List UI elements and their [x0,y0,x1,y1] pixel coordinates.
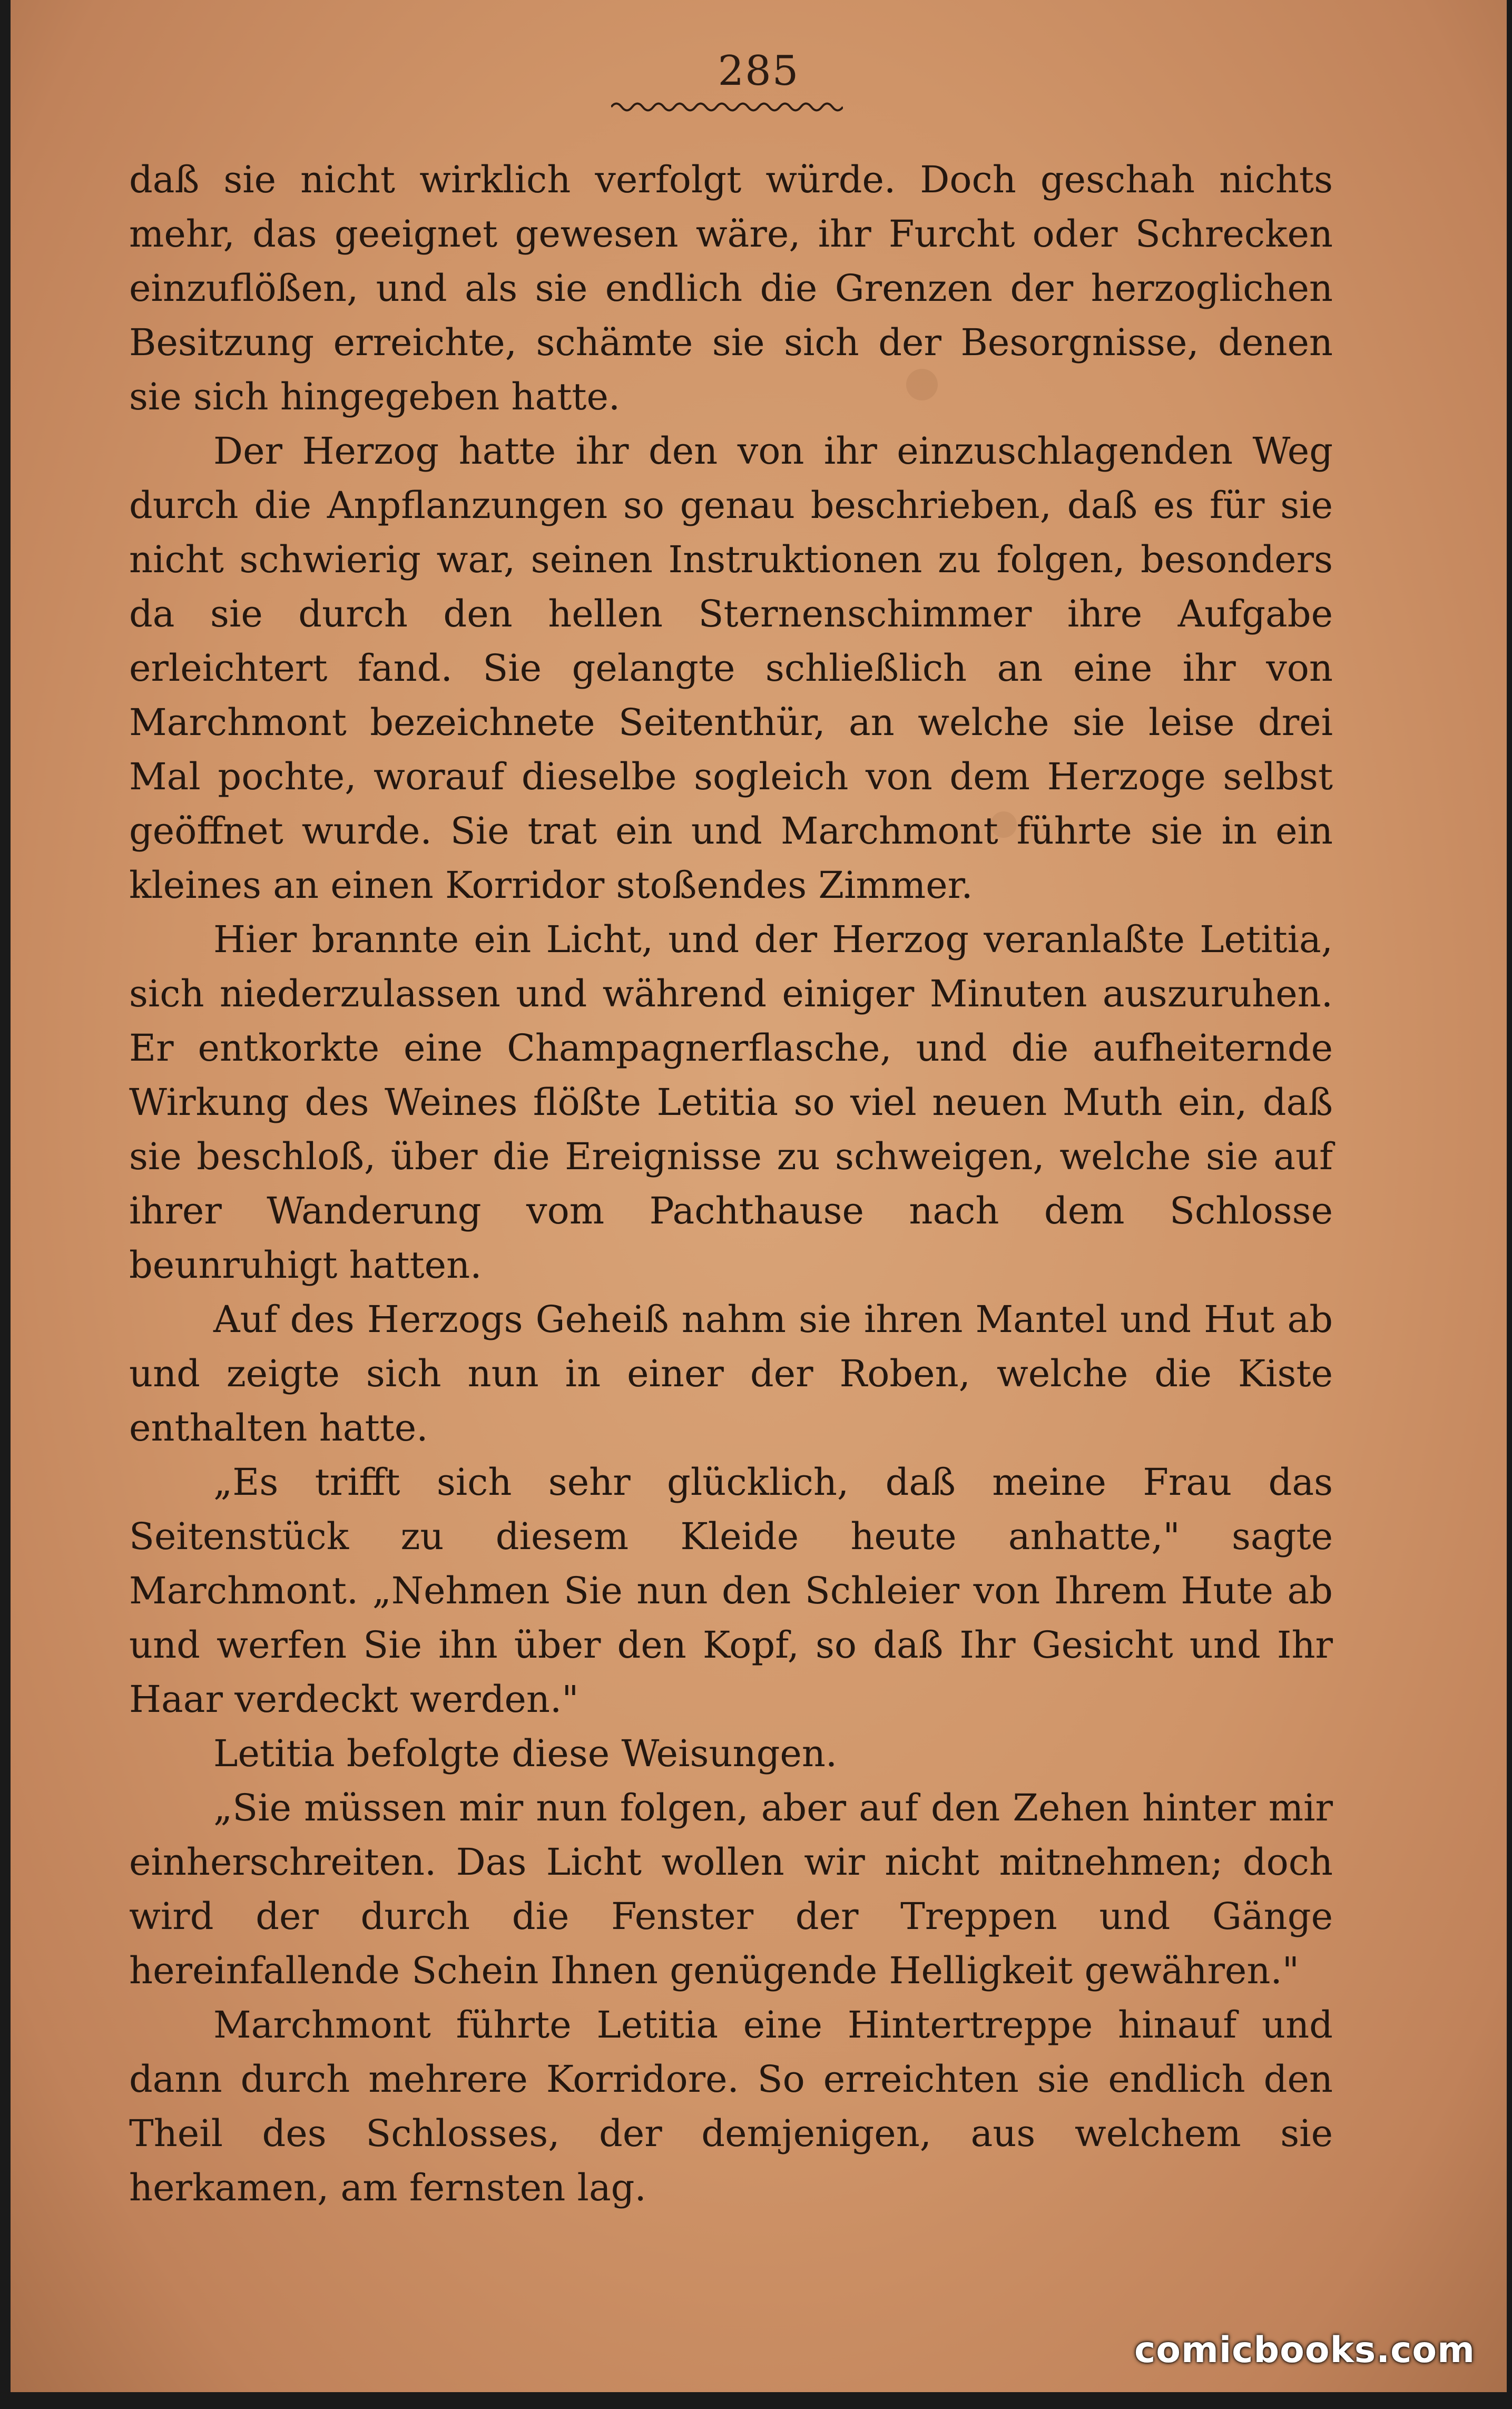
paragraph: „Es trifft sich sehr glücklich, daß meine Frau das Seitenstück zu diesem Kleide heute anhatte," sagte Marchmont. „Nehmen Sie nun den Schleier von Ihrem Hute ab und werfen Sie ihn über den Kopf, so daß Ihr Gesicht und Ihr Haar verdeckt werden." [129,1461,1333,1721]
paragraph: Letitia befolgte diese Weisungen. [213,1732,838,1775]
body-text [129,153,1333,2215]
paragraph: Marchmont führte Letitia eine Hintertreppe hinauf und dann durch mehrere Korridore. So erreichten sie endlich den Theil des Schlosses, der demjenigen, aus welchem sie herkamen, am fernsten lag. [129,2003,1333,2209]
page-number: 285 [718,47,800,95]
paragraph: Der Herzog hatte ihr den von ihr einzuschlagenden Weg durch die Anpflanzungen so genau beschrieben, daß es für sie nicht schwierig war, seinen Instruktionen zu folgen, besonders da sie durch den hellen Sternenschimmer ihre Aufgabe erleichtert fand. Sie gelangte schließlich an eine ihr von Marchmont bezeichnete Seitenthür, an welche sie leise drei Mal pochte, worauf dieselbe sogleich von dem Herzoge selbst geöffnet wurde. Sie trat ein und Marchmont führte sie in ein kleines an einen Korridor stoßendes Zimmer. [129,429,1333,907]
book-page [11,0,1507,2392]
paragraph: „Sie müssen mir nun folgen, aber auf den Zehen hinter mir einherschreiten. Das Licht wollen wir nicht mitnehmen; doch wird der durch die Fenster der Treppen und Gänge hereinfallende Schein Ihnen genügende Helligkeit gewähren." [129,1786,1333,1992]
watermark-logo: comicbooks.com [1134,2329,1475,2371]
paragraph: Auf des Herzogs Geheiß nahm sie ihren Mantel und Hut ab und zeigte sich nun in einer der Roben, welche die Kiste enthalten hatte. [129,1298,1333,1450]
ornament-divider [611,100,843,114]
paragraph: Hier brannte ein Licht, und der Herzog veranlaßte Letitia, sich niederzulassen und während einiger Minuten auszuruhen. Er entkorkte eine Champagnerflasche, und die aufheiternde Wirkung des Weines flößte Letitia so viel neuen Muth ein, daß sie beschloß, über die Ereignisse zu schweigen, welche sie auf ihrer Wanderung vom Pachthause nach dem Schlosse beunruhigt hatten. [129,918,1333,1287]
paragraph: daß sie nicht wirklich verfolgt würde. Doch geschah nichts mehr, das geeignet gewesen wäre, ihr Furcht oder Schrecken einzuflößen, und als sie endlich die Grenzen der herzoglichen Besitzung erreichte, schämte sie sich der Besorgnisse, denen sie sich hingegeben hatte. [129,158,1333,418]
